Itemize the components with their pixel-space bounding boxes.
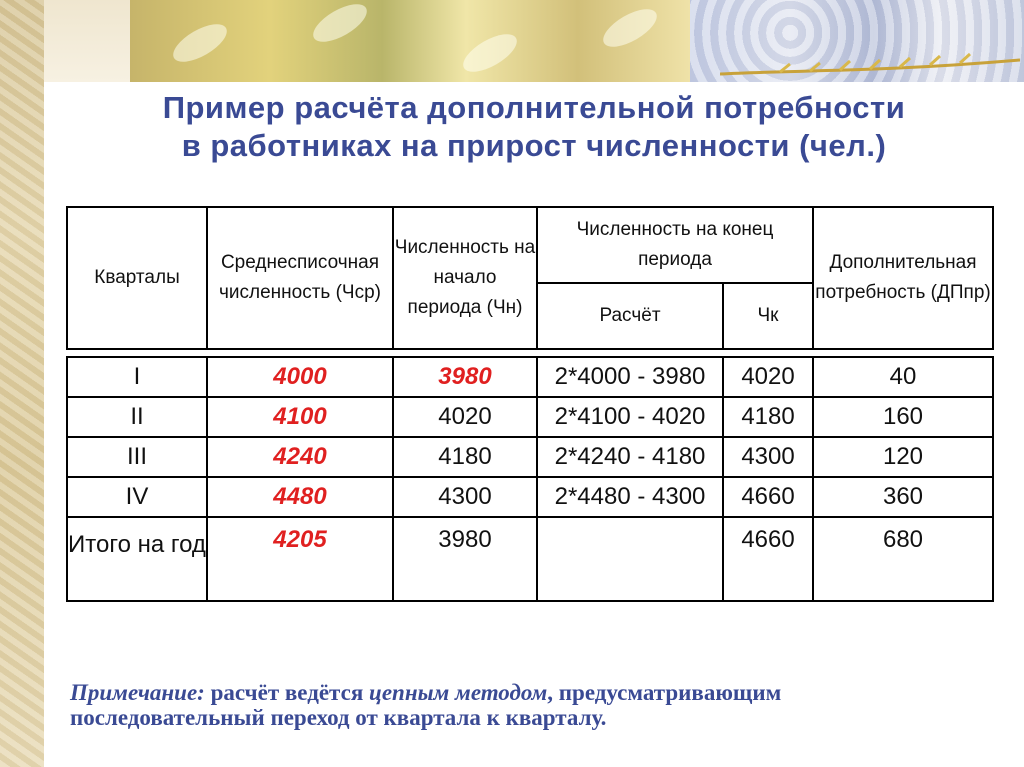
cell-additional: 680 (813, 517, 993, 601)
table-row-total (67, 517, 993, 601)
header-average-headcount: Среднесписочная численность (Чср) (207, 207, 393, 349)
cell-additional: 360 (813, 477, 993, 517)
decorative-corner (44, 0, 130, 82)
cell-average: 4240 (207, 437, 393, 477)
cell-additional: 160 (813, 397, 993, 437)
cell-quarter: II (67, 397, 207, 437)
decorative-top-banner (130, 0, 690, 82)
cell-calculation (537, 517, 723, 601)
table-row (67, 397, 993, 437)
cell-additional: 40 (813, 357, 993, 397)
cell-end: 4180 (723, 397, 813, 437)
note-text-1: расчёт ведётся (204, 680, 370, 705)
cell-end: 4660 (723, 477, 813, 517)
header-end-headcount: Численность на конец периода (537, 207, 813, 283)
cell-quarter: III (67, 437, 207, 477)
cell-calculation: 2*4100 - 4020 (537, 397, 723, 437)
header-start-headcount: Численность на начало периода (Чн) (393, 207, 537, 349)
cell-end: 4020 (723, 357, 813, 397)
table-row (67, 437, 993, 477)
header-additional-need: Дополнительная потребность (ДПпр) (813, 207, 993, 349)
note-label: Примечание: (70, 680, 205, 705)
cell-start: 3980 (393, 517, 537, 601)
table-row (67, 477, 993, 517)
cell-average: 4205 (207, 517, 393, 601)
header-end-value: Чк (723, 283, 813, 349)
header-end-calculation: Расчёт (537, 283, 723, 349)
cell-additional: 120 (813, 437, 993, 477)
cell-quarter: IV (67, 477, 207, 517)
header-quarters: Кварталы (67, 207, 207, 349)
cell-quarter: I (67, 357, 207, 397)
footnote (70, 680, 970, 730)
cell-end: 4660 (723, 517, 813, 601)
cell-start: 4180 (393, 437, 537, 477)
cell-start: 4020 (393, 397, 537, 437)
cell-average: 4000 (207, 357, 393, 397)
cell-average: 4100 (207, 397, 393, 437)
cell-start: 3980 (393, 357, 537, 397)
cell-start: 4300 (393, 477, 537, 517)
note-method: цепным методом (369, 680, 548, 705)
table-row (67, 357, 993, 397)
staffing-table (66, 206, 994, 602)
slide-title-line-2: в работниках на прирост численности (чел.) (181, 128, 887, 163)
slide-title-line-1: Пример расчёта дополнительной потребности (162, 90, 906, 125)
row-gap (67, 349, 993, 357)
note-text-2: , предусматривающим (547, 680, 782, 705)
cell-calculation: 2*4240 - 4180 (537, 437, 723, 477)
cell-average: 4480 (207, 477, 393, 517)
decorative-left-strip (0, 0, 44, 767)
cell-end: 4300 (723, 437, 813, 477)
cell-calculation: 2*4000 - 3980 (537, 357, 723, 397)
cell-calculation: 2*4480 - 4300 (537, 477, 723, 517)
wheat-ornament-icon (720, 52, 1020, 82)
cell-quarter: Итого на год (67, 517, 207, 601)
note-line-2: последовательный переход от квартала к кварталу. (70, 705, 607, 730)
